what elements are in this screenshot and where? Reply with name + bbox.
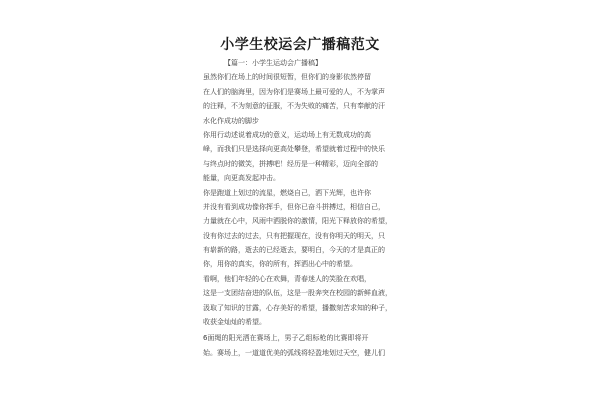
- body-line: 虽然你们在场上的时间很短暂，但你们的身影依然停留: [203, 73, 371, 82]
- body-line: 6面绳的阳光洒在赛场上，男子乙组标枪的比赛即将开: [203, 334, 369, 343]
- body-line: 有崭新的路，逝去的已经逝去，要明白，今天的才是真正的: [203, 246, 385, 255]
- body-line: 与终点时的微笑，拼搏吧！经历是一种精彩，迈向全部的: [203, 159, 378, 168]
- body-line: 始。赛场上，一道道优美的弧线将轻盈地划过天空，健儿们: [203, 348, 385, 357]
- body-line: 能量，向更高发起冲击。: [203, 174, 280, 183]
- body-line: 收获金灿灿的希望。: [203, 318, 266, 327]
- body-line: 水化作成功的脚步: [203, 116, 259, 125]
- body-line: 并没有看到成功像你挥手，但你已奋斗拼搏过，相信自己，: [203, 202, 385, 211]
- body-line: 在人们的脑海里，因为你们是赛场上最可爱的人，不为掌声: [203, 87, 385, 96]
- section-heading: 【篇一：小学生运动会广播稿】: [224, 59, 322, 67]
- body-line: 峰，而我们只是选择向更高处攀登，希望就着过程中的快乐: [203, 145, 385, 154]
- body-line: 这是一支团结奋进的队伍，这是一股奔突在校园的新鲜血液，: [203, 289, 392, 298]
- body-line: 力量就在心中，风雨中洒脱你的激情，阳光下释放你的希望，: [203, 217, 392, 226]
- body-line: 看啊，他们年轻的心在欢舞，青春迷人的笑脸在欢唱，: [203, 274, 371, 283]
- document-title: 小学生校运会广播稿范文: [220, 37, 380, 53]
- body-line: 没有你过去的过去，只有把握现在，没有你明天的明天，只: [203, 231, 385, 240]
- body-line: 你，用你的真实，你的所有，挥洒出心中的希望。: [203, 260, 357, 269]
- body-line: 的注释，不为刻意的征服，不为失败的痛苦，只有奉献的汗: [203, 102, 385, 111]
- body-line: 你是跑道上划过的流星，燃烧自己，洒下光辉，也许你: [203, 188, 371, 197]
- body-line: 汲取了知识的甘露，心存美好的希望，播撒刻苦求知的种子，: [203, 303, 392, 312]
- document-body: [203, 56, 403, 360]
- body-line: 你用行动述说着成功的意义，运动场上有无数成功的高: [203, 130, 371, 139]
